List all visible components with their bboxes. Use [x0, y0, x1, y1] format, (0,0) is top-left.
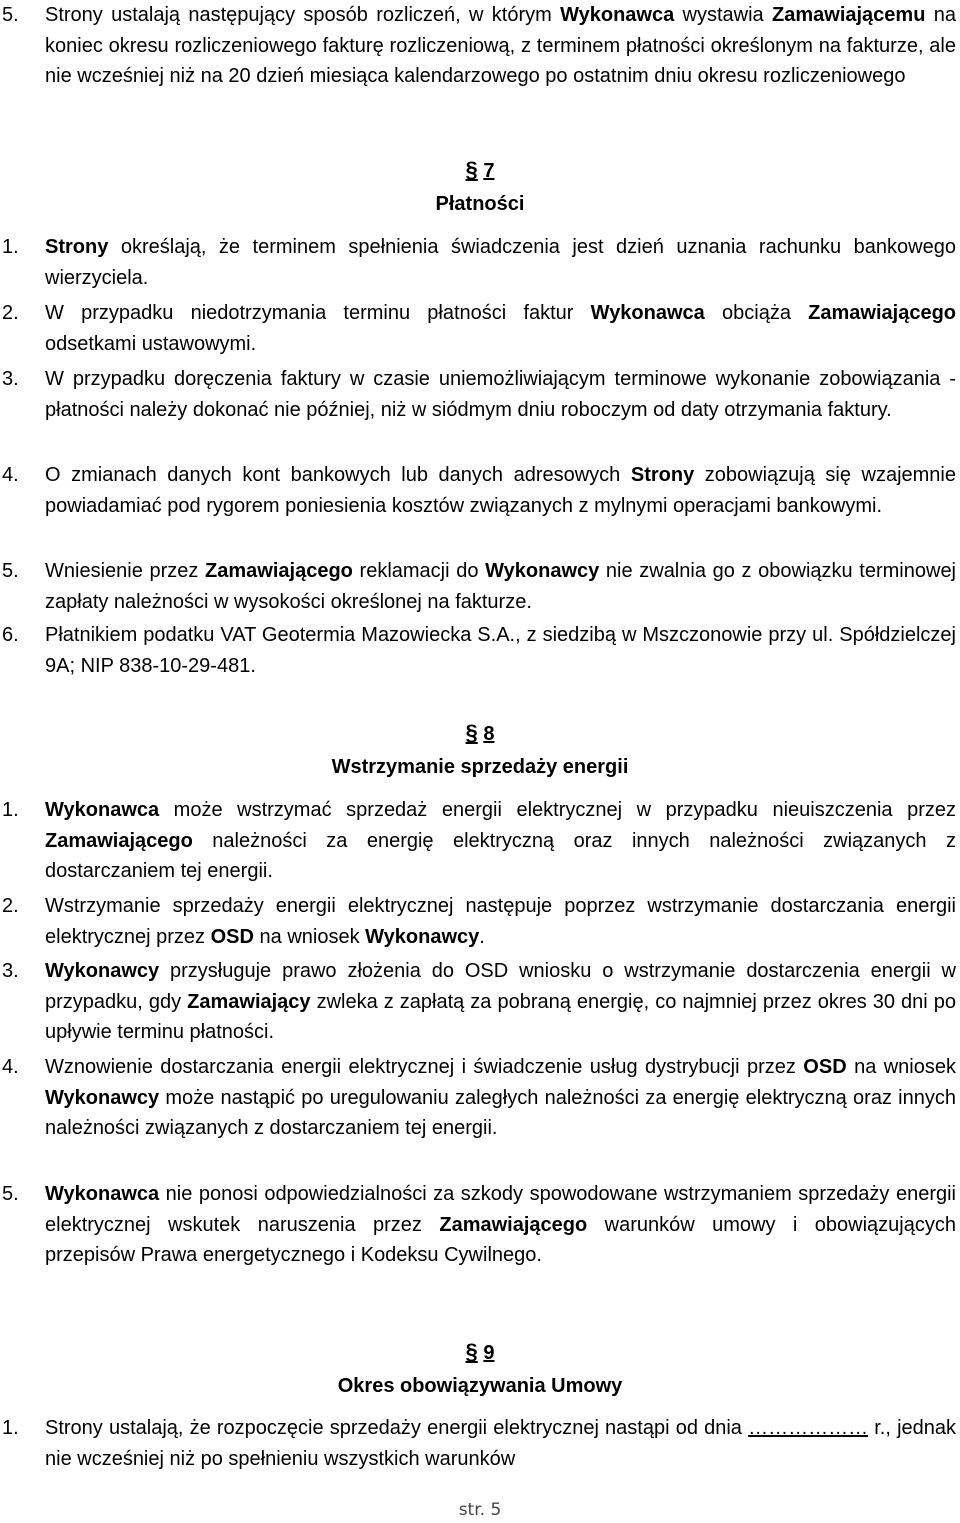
list-item: 1. Strony ustalają, że rozpoczęcie sprzedaży energii elektrycznej nastąpi od dnia ……………… r., jednak nie wcześniej niż po spełnieniu wszystkich warunków: [2, 1417, 957, 1470]
page-number: str. 5: [458, 1500, 502, 1520]
list-item: 1. Wykonawca może wstrzymać sprzedaż energii elektrycznej w przypadku nieuiszczenia przez Zamawiającego należności za energię elektryczną oraz innych należności związanych z dostarczaniem tej energii.: [2, 799, 956, 882]
section-number: 8: [483, 723, 495, 745]
section-number: 7: [483, 160, 495, 182]
list-item: 4. Wznowienie dostarczania energii elektrycznej i świadczenie usług dystrybucji przez OSD na wniosek Wykonawcy może nastąpić po uregulowaniu zaległych należności za energię elektryczną oraz innych należności związanych z dostarczaniem tej energii.: [2, 1056, 956, 1139]
list-item: 4. O zmianach danych kont bankowych lub danych adresowych Strony zobowiązują się wzajemnie powiadamiać pod rygorem poniesienia kosztów związanych z mylnymi operacjami bankowymi.: [2, 464, 956, 517]
list-item: 2. Wstrzymanie sprzedaży energii elektrycznej następuje poprzez wstrzymanie dostarczania energii elektrycznej przez OSD na wniosek Wykonawcy.: [2, 895, 956, 948]
item-text: Strony ustalają następujący sposób rozliczeń, w którym Wykonawca wystawia Zamawiającemu na koniec okresu rozliczeniowego fakturę rozliczeniową, z terminem płatności określonym na fakturze, ale nie wcześniej niż na 20 dzień miesiąca kalendarzowego po ostatnim dniu okresu rozliczeniowego: [45, 4, 957, 87]
section-heading: [0, 720, 960, 779]
item-number: 5.: [2, 4, 19, 26]
date-placeholder: ………………: [748, 1417, 869, 1439]
section-title: Wstrzymanie sprzedaży energii: [331, 756, 629, 778]
list-item: 2. W przypadku niedotrzymania terminu płatności faktur Wykonawca obciąża Zamawiającego odsetkami ustawowymi.: [2, 302, 956, 355]
list-item: 3. W przypadku doręczenia faktury w czasie uniemożliwiającym terminowe wykonanie zobowiązania - płatności należy dokonać nie później, niż w siódmym dniu roboczym od daty otrzymania faktury.: [2, 368, 956, 421]
section-sign: §: [465, 1339, 478, 1364]
list-item: 5. Wniesienie przez Zamawiającego reklamacji do Wykonawcy nie zwalnia go z obowiązku terminowej zapłaty należności w wysokości określonej na fakturze.: [2, 560, 957, 613]
section-sign: §: [465, 157, 478, 182]
section-heading: [0, 157, 960, 216]
list-item: 1. Strony określają, że terminem spełnienia świadczenia jest dzień uznania rachunku bankowego wierzyciela.: [2, 236, 956, 289]
section-title: Płatności: [435, 193, 525, 215]
section-heading: [0, 1339, 960, 1398]
list-item: [0, 0, 956, 92]
section-title: Okres obowiązywania Umowy: [337, 1375, 623, 1397]
section-sign: §: [465, 720, 478, 745]
list-item: 6. Płatnikiem podatku VAT Geotermia Mazowiecka S.A., z siedzibą w Mszczonowie przy ul. Spółdzielczej 9A; NIP 838-10-29-481.: [2, 624, 956, 677]
list-item: 5. Wykonawca nie ponosi odpowiedzialności za szkody spowodowane wstrzymaniem sprzedaży energii elektrycznej wskutek naruszenia przez Zamawiającego warunków umowy i obowiązujących przepisów Prawa energetycznego i Kodeksu Cywilnego.: [2, 1183, 956, 1266]
section-number: 9: [483, 1342, 495, 1364]
list-item: 3. Wykonawcy przysługuje prawo złożenia do OSD wniosku o wstrzymanie dostarczenia energii w przypadku, gdy Zamawiający zwleka z zapłatą za pobraną energię, co najmniej przez okres 30 dni po upływie terminu płatności.: [2, 960, 956, 1043]
